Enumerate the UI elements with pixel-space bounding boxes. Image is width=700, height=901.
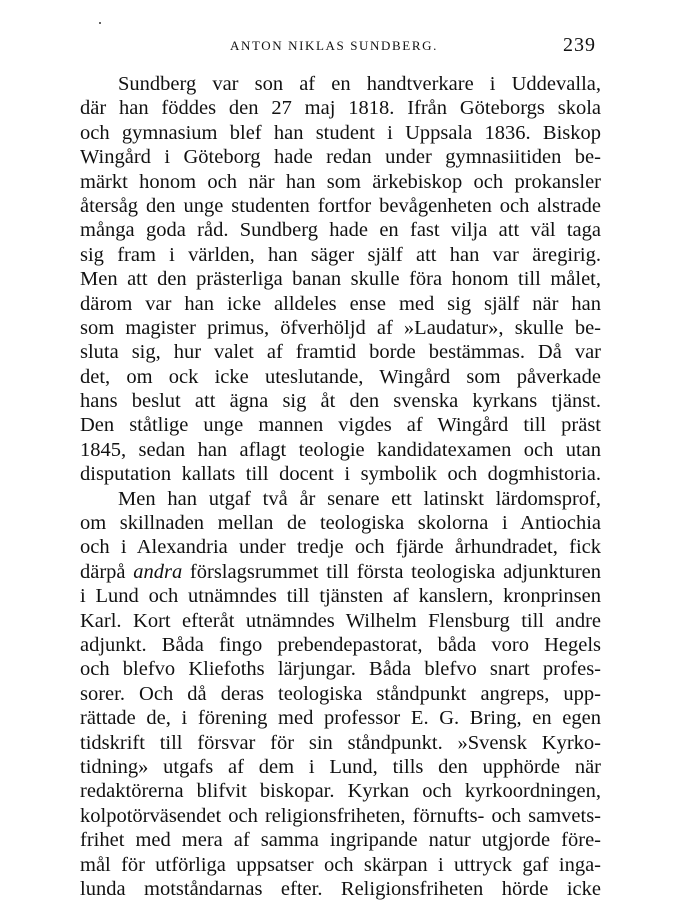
text-run: därpå (80, 560, 134, 583)
text-line: som magister primus, öfverhöljd af »Laudatur», skulle be- (80, 316, 601, 339)
text-line: Karl. Kort efteråt utnämndes Wilhelm Flensburg till andre (80, 609, 601, 632)
text-line: där han föddes den 27 maj 1818. Ifrån Göteborgs skola (80, 97, 601, 120)
body-text (80, 72, 601, 901)
text-line: Men att den prästerliga banan skulle föra honom till målet, (80, 268, 601, 291)
text-line-with-italic (80, 560, 601, 584)
text-line: det, om ock icke uteslutande, Wingård som påverkade (80, 365, 601, 388)
text-run: förslagsrummet till första teologiska adjunkturen (182, 560, 601, 583)
text-line: adjunkt. Båda fingo prebendepastorat, båda voro Hegels (80, 633, 601, 656)
text-line: märkt honom och när han som ärkebiskop och prokansler (80, 170, 601, 193)
text-line: rättade de, i förening med professor E. G. Bring, en egen (80, 707, 601, 730)
running-header (0, 36, 700, 56)
text-line: sig fram i världen, han säger själf att han var äregirig. (80, 243, 601, 266)
text-line: sorer. Och då deras teologiska ståndpunkt angreps, upp- (80, 682, 601, 705)
page-number: 239 (563, 34, 596, 56)
text-line: tidning» utgafs af dem i Lund, tills den upphörde när (80, 755, 601, 778)
text-line: många goda råd. Sundberg hade en fast vilja att väl taga (80, 219, 601, 242)
text-line: därom var han icke alldeles ense med sig själf när han (80, 292, 601, 315)
text-line: om skillnaden mellan de teologiska skolorna i Antiochia (80, 512, 601, 535)
text-line: sluta sig, hur valet af framtid borde bestämmas. Då var (80, 341, 601, 364)
text-line: redaktörerna blifvit biskopar. Kyrkan och kyrkoordningen, (80, 780, 601, 803)
text-line: Den ståtlige unge mannen vigdes af Wingård till präst (80, 414, 601, 437)
text-line: hans beslut att ägna sig åt den svenska kyrkans tjänst. (80, 390, 601, 413)
text-line: lunda motståndarnas efter. Religionsfriheten hörde icke (80, 877, 601, 900)
text-line: 1845, sedan han aflagt teologie kandidatexamen och utan (80, 438, 601, 461)
text-line: Men han utgaf två år senare ett latinskt lärdomsprof, (118, 487, 601, 510)
text-line: och gymnasium blef han student i Uppsala 1836. Biskop (80, 121, 601, 144)
paragraph-1 (80, 72, 601, 487)
text-line: återsåg den unge studenten fortfor bevågenheten och alstrade (80, 194, 601, 217)
paragraph-2 (80, 487, 601, 901)
italic-word: andra (133, 560, 183, 583)
text-line: frihet med mera af samma ingripande natur utgjorde före- (80, 829, 601, 852)
text-line: Sundberg var son af en handtverkare i Uddevalla, (118, 73, 601, 95)
running-title: ANTON NIKLAS SUNDBERG. (230, 38, 438, 53)
text-line: och blefvo Kliefoths lärjungar. Båda blefvo snart profes- (80, 658, 601, 681)
text-line: och i Alexandria under tredje och fjärde århundradet, fick (80, 536, 601, 559)
text-line: mål för utförliga uppsatser och skärpan i uttryck gaf inga- (80, 853, 601, 876)
text-line: tidskrift till försvar för sin ståndpunkt. »Svensk Kyrko- (80, 731, 601, 754)
text-line: disputation kallats till docent i symbolik och dogmhistoria. (80, 463, 601, 486)
text-line: i Lund och utnämndes till tjänsten af kanslern, kronprinsen (80, 585, 601, 608)
text-line: kolpotörväsendet och religionsfriheten, förnufts- och samvets- (80, 804, 601, 827)
stray-ink-mark (99, 22, 101, 24)
text-line: Wingård i Göteborg hade redan under gymnasiitiden be- (80, 146, 601, 169)
